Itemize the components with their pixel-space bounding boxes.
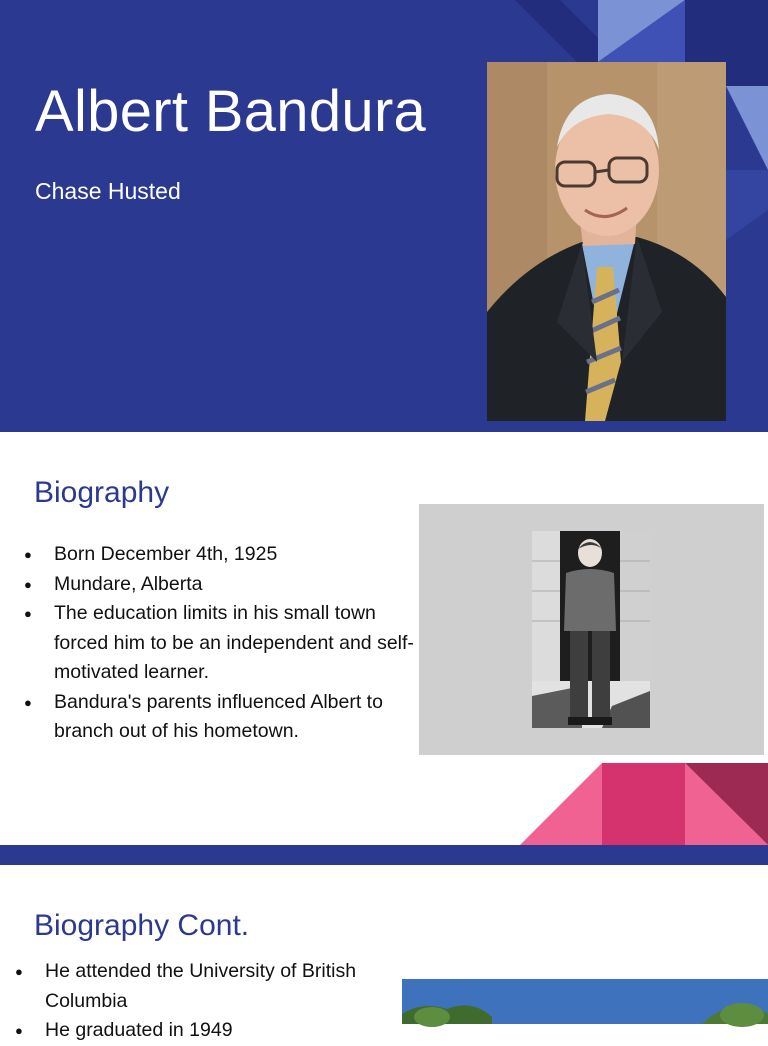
biography-cont-slide <box>0 865 768 1041</box>
slide-title: Albert Bandura <box>35 79 427 144</box>
biography-heading: Biography <box>34 476 170 509</box>
slide-subtitle: Chase Husted <box>35 178 181 204</box>
campus-photo <box>402 979 768 1024</box>
list-item: ● He graduated in 1949 <box>15 1016 405 1046</box>
list-item: ● He attended the University of British Columbia <box>15 957 405 1016</box>
decorative-triangles-bottom <box>0 432 768 845</box>
list-item: ● Born December 4th, 1925 <box>24 540 419 570</box>
list-item: ● Mundare, Alberta <box>24 570 419 600</box>
portrait-photo <box>487 62 726 421</box>
list-item: ● The education limits in his small town forced him to be an independent and self-motivated learner. <box>24 599 419 688</box>
biography-slide <box>0 432 768 845</box>
list-item: ● Bandura's parents influenced Albert to branch out of his hometown. <box>24 688 419 747</box>
title-slide <box>0 0 768 432</box>
slide-separator <box>0 845 768 865</box>
biography-cont-heading: Biography Cont. <box>34 909 250 942</box>
biography-cont-list <box>15 957 405 1046</box>
